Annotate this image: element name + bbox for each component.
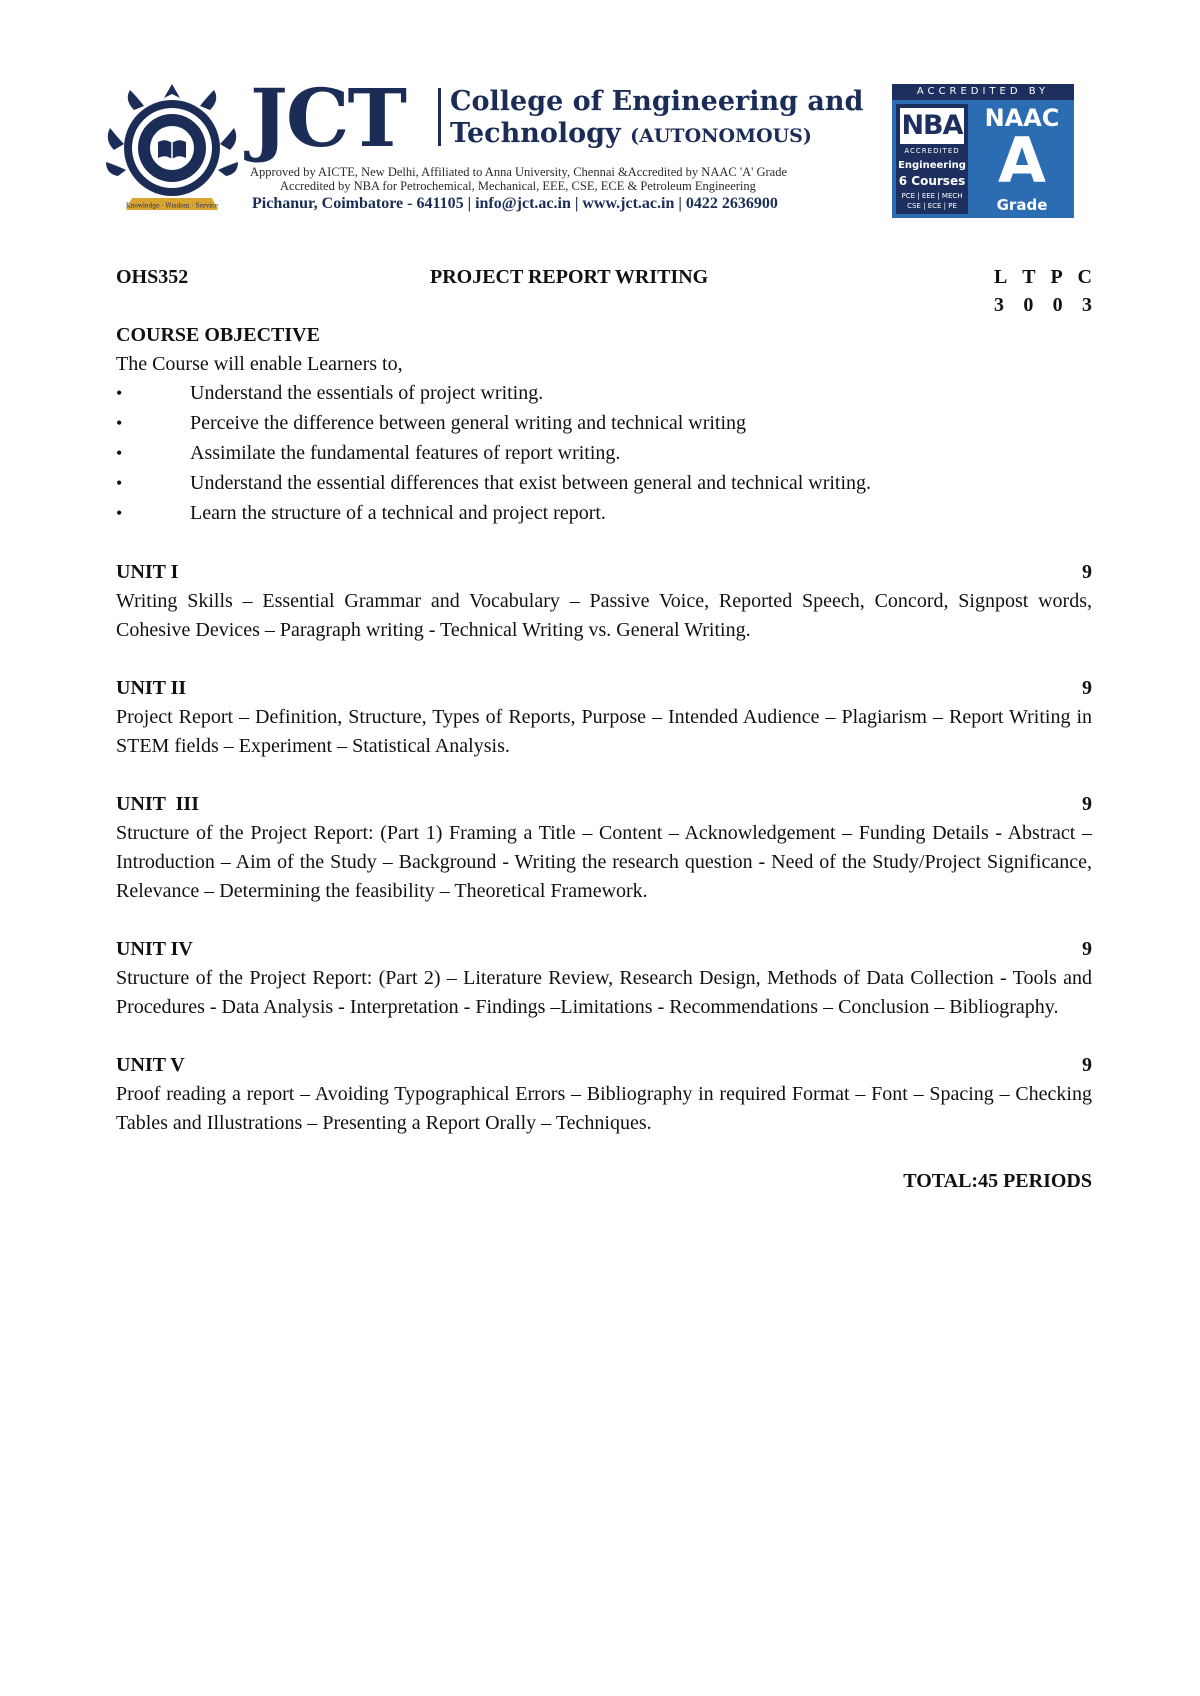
unit-content: Structure of the Project Report: (Part 1) Framing a Title – Content – Acknowledgement – Funding Details - Abstract – Introduction – Aim of the Study – Background - Writing the research question - Need of the Study/Project Significance, Relevance – Determining the feasibility – Theoretical Framework. bbox=[116, 822, 1092, 902]
unit-1 bbox=[116, 558, 1092, 645]
accredited-by-banner: ACCREDITED BY bbox=[892, 84, 1074, 100]
unit-header bbox=[116, 558, 1092, 587]
unit-4 bbox=[116, 935, 1092, 1022]
unit-hours: 9 bbox=[1082, 561, 1092, 583]
unit-header bbox=[116, 1051, 1092, 1080]
nba-courses-label: 6 Courses bbox=[898, 174, 966, 188]
unit-title: UNIT I bbox=[116, 561, 179, 583]
naac-label: NAAC bbox=[984, 104, 1060, 132]
objective-text: Understand the essential differences that exist between general and technical writing. bbox=[190, 472, 872, 494]
total-periods: TOTAL:45 PERIODS bbox=[903, 1170, 1092, 1192]
bullet-icon: • bbox=[116, 473, 123, 493]
college-name-line2 bbox=[450, 120, 812, 147]
ltpc-table bbox=[994, 263, 1092, 319]
objective-text: Learn the structure of a technical and project report. bbox=[190, 502, 606, 524]
ltpc-label-t: T bbox=[1022, 266, 1036, 288]
unit-content: Writing Skills – Essential Grammar and Vocabulary – Passive Voice, Reported Speech, Concord, Signpost words, Cohesive Devices – Paragraph writing - Technical Writing vs. General Writing. bbox=[116, 590, 1092, 641]
ltpc-value-l: 3 bbox=[994, 294, 1004, 316]
emblem-ribbon-text: Knowledge · Wisdom · Service bbox=[125, 202, 219, 210]
bullet-icon: • bbox=[116, 503, 123, 523]
autonomous-label: (AUTONOMOUS) bbox=[630, 125, 812, 147]
approval-line-1: Approved by AICTE, New Delhi, Affiliated to Anna University, Chennai &Accredited by NAAC 'A' Grade bbox=[250, 165, 788, 179]
accreditation-badge bbox=[892, 84, 1074, 218]
contact-line: Pichanur, Coimbatore - 641105 | info@jct.ac.in | www.jct.ac.in | 0422 2636900 bbox=[252, 195, 778, 212]
objective-intro: The Course will enable Learners to, bbox=[116, 353, 403, 375]
course-header-row bbox=[116, 263, 1092, 321]
list-item bbox=[116, 469, 1092, 499]
unit-hours: 9 bbox=[1082, 938, 1092, 960]
bullet-icon: • bbox=[116, 413, 123, 433]
nba-accredited-label: ACCREDITED bbox=[904, 147, 960, 155]
objective-list bbox=[116, 379, 1092, 529]
unit-hours: 9 bbox=[1082, 1054, 1092, 1076]
ltpc-values bbox=[994, 291, 1092, 319]
bullet-icon: • bbox=[116, 383, 123, 403]
letterhead bbox=[100, 71, 1080, 226]
college-name-line1: College of Engineering and bbox=[450, 86, 864, 117]
ltpc-labels bbox=[994, 263, 1092, 291]
nba-logo: NBA bbox=[900, 108, 964, 144]
unit-header bbox=[116, 790, 1092, 819]
unit-header bbox=[116, 674, 1092, 703]
objective-text: Perceive the difference between general writing and technical writing bbox=[190, 412, 747, 434]
jct-logo-text: JCT bbox=[250, 71, 406, 165]
unit-hours: 9 bbox=[1082, 677, 1092, 699]
unit-hours: 9 bbox=[1082, 793, 1092, 815]
nba-engineering-label: Engineering bbox=[898, 160, 966, 171]
course-code: OHS352 bbox=[116, 266, 189, 288]
nba-departments-line1: PCE | EEE | MECH bbox=[901, 192, 963, 200]
unit-5 bbox=[116, 1051, 1092, 1138]
list-item bbox=[116, 439, 1092, 469]
ltpc-value-c: 3 bbox=[1081, 294, 1092, 316]
naac-grade-letter: A bbox=[998, 124, 1046, 197]
college-name-technology: Technology bbox=[450, 118, 621, 149]
unit-title: UNIT IV bbox=[116, 938, 193, 960]
nba-departments-line2: CSE | ECE | PE bbox=[907, 202, 957, 210]
unit-title: UNIT III bbox=[116, 793, 199, 815]
unit-content: Proof reading a report – Avoiding Typographical Errors – Bibliography in required Format – Font – Spacing – Checking Tables and Illustrations – Presenting a Report Orally – Techniques. bbox=[116, 1083, 1092, 1134]
bullet-icon: • bbox=[116, 443, 123, 463]
logo-divider bbox=[438, 88, 441, 146]
unit-title: UNIT V bbox=[116, 1054, 185, 1076]
unit-header bbox=[116, 935, 1092, 964]
unit-2 bbox=[116, 674, 1092, 761]
ltpc-label-l: L bbox=[994, 266, 1008, 288]
college-emblem-icon bbox=[104, 80, 240, 220]
nba-panel bbox=[896, 104, 968, 214]
unit-title: UNIT II bbox=[116, 677, 187, 699]
ltpc-value-p: 0 bbox=[1052, 294, 1063, 316]
approval-line-2: Accredited by NBA for Petrochemical, Mechanical, EEE, CSE, ECE & Petroleum Engineering bbox=[280, 179, 756, 193]
list-item bbox=[116, 379, 1092, 409]
unit-3 bbox=[116, 790, 1092, 906]
course-objective-heading: COURSE OBJECTIVE bbox=[116, 324, 320, 346]
list-item bbox=[116, 409, 1092, 439]
objective-text: Assimilate the fundamental features of report writing. bbox=[190, 442, 621, 464]
ltpc-label-p: P bbox=[1050, 266, 1063, 288]
ltpc-label-c: C bbox=[1077, 266, 1092, 288]
ltpc-value-t: 0 bbox=[1023, 294, 1034, 316]
naac-grade-label: Grade bbox=[996, 196, 1048, 214]
objective-text: Understand the essentials of project writing. bbox=[190, 382, 544, 404]
course-title: PROJECT REPORT WRITING bbox=[430, 266, 709, 288]
unit-content: Project Report – Definition, Structure, Types of Reports, Purpose – Intended Audience – Plagiarism – Report Writing in STEM fields – Experiment – Statistical Analysis. bbox=[116, 706, 1092, 757]
syllabus-document bbox=[116, 263, 1092, 1196]
unit-content: Structure of the Project Report: (Part 2) – Literature Review, Research Design, Methods of Data Collection - Tools and Procedures - Data Analysis - Interpretation - Findings –Limitations - Recommendations – Conclusion – Bibliography. bbox=[116, 967, 1092, 1018]
list-item bbox=[116, 499, 1092, 529]
